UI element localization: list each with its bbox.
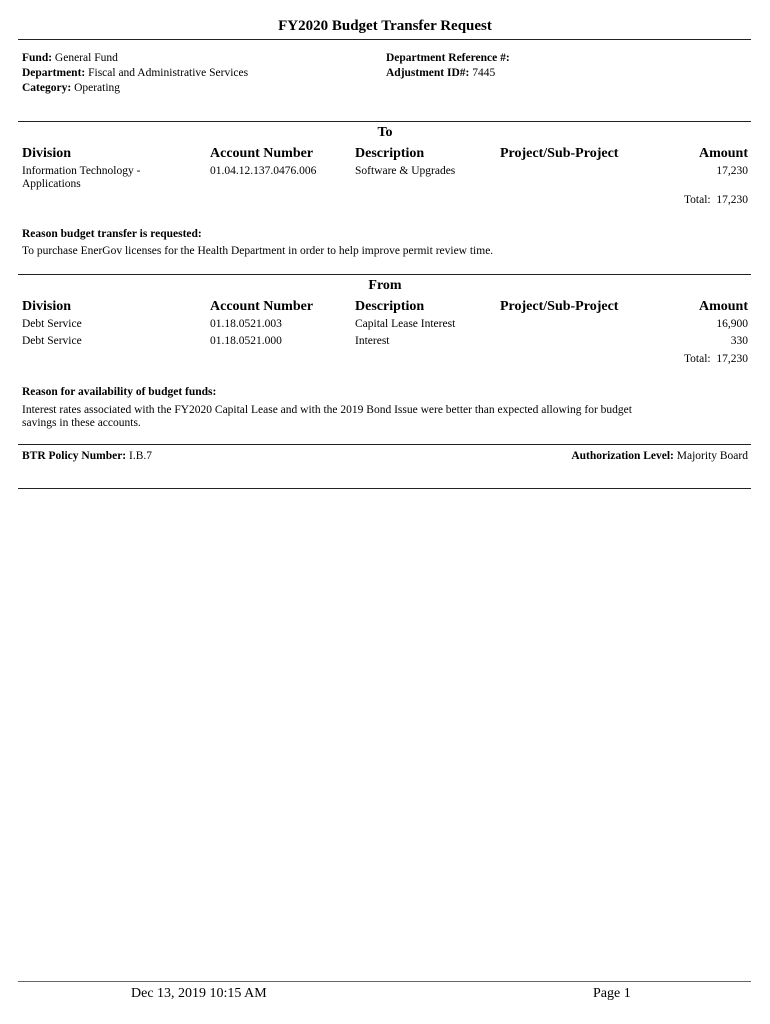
from-row1-description: Capital Lease Interest: [355, 318, 456, 330]
fund-label: Fund:: [22, 52, 53, 64]
from-total-value: 17,230: [716, 353, 748, 365]
from-col-project: Project/Sub-Project: [500, 299, 619, 314]
from-section-title: From: [368, 278, 402, 293]
from-row2-description: Interest: [355, 335, 390, 347]
btr-policy-label: BTR Policy Number:: [22, 450, 127, 462]
to-col-account: Account Number: [210, 146, 314, 161]
authorization-level: [571, 449, 748, 464]
title-divider: [18, 39, 751, 40]
footer-divider: [18, 981, 751, 982]
to-total-value: 17,230: [716, 194, 748, 206]
category-line: [22, 81, 120, 96]
btr-policy: [22, 449, 152, 464]
adjustment-line: [386, 66, 495, 81]
category-value: Operating: [74, 82, 121, 94]
from-reason-line1: Interest rates associated with the FY2020 Capital Lease and with the 2019 Bond Issue were better than expected allowing for budget: [22, 404, 632, 416]
from-row1-division: Debt Service: [22, 318, 82, 330]
to-reason-label: Reason budget transfer is requested:: [22, 228, 202, 240]
to-reason-text: To purchase EnerGov licenses for the Health Department in order to help improve permit review time.: [22, 245, 494, 257]
from-col-description: Description: [355, 299, 425, 314]
department-line: [22, 66, 248, 81]
adjustment-value: 7445: [472, 67, 496, 79]
fund-value: General Fund: [54, 52, 118, 64]
footer-timestamp: Dec 13, 2019 10:15 AM: [131, 986, 267, 1001]
from-row2-division: Debt Service: [22, 335, 82, 347]
from-reason-label: Reason for availability of budget funds:: [22, 386, 217, 398]
category-label: Category:: [22, 82, 72, 94]
to-row-description: Software & Upgrades: [355, 165, 456, 177]
to-row-division: [22, 165, 140, 191]
btr-policy-value: I.B.7: [129, 450, 153, 462]
adjustment-label: Adjustment ID#:: [386, 67, 470, 79]
policy-bottom-divider: [18, 488, 751, 489]
authorization-label: Authorization Level:: [571, 450, 674, 462]
to-row-amount: 17,230: [716, 165, 748, 177]
authorization-value: Majority Board: [676, 450, 748, 462]
to-total: [684, 194, 748, 207]
from-col-division: Division: [22, 299, 72, 314]
to-section-title: To: [377, 125, 393, 140]
dept-ref-line: [386, 51, 510, 66]
to-col-description: Description: [355, 146, 425, 161]
policy-divider: [18, 444, 751, 445]
from-reason-text: [22, 404, 632, 429]
document-title: FY2020 Budget Transfer Request: [278, 18, 492, 34]
from-reason-line2: savings in these accounts.: [22, 416, 141, 429]
to-total-label: Total:: [683, 194, 711, 206]
footer-page-number: Page 1: [593, 986, 631, 1001]
from-row2-amount: 330: [730, 335, 748, 347]
dept-ref-label: Department Reference #:: [386, 52, 510, 64]
to-section-divider: [18, 121, 751, 122]
from-col-amount: Amount: [698, 299, 748, 314]
from-row1-amount: 16,900: [716, 318, 748, 330]
to-col-division: Division: [22, 146, 72, 161]
from-row2-account: 01.18.0521.000: [210, 335, 282, 347]
fund-line: [22, 51, 118, 66]
to-col-amount: Amount: [698, 146, 748, 161]
from-total: [684, 353, 748, 366]
to-row-division-line2: Applications: [22, 178, 81, 190]
to-col-project: Project/Sub-Project: [500, 146, 619, 161]
from-total-label: Total:: [683, 353, 711, 365]
from-col-account: Account Number: [210, 299, 314, 314]
from-section-divider: [18, 274, 751, 275]
from-row1-account: 01.18.0521.003: [210, 318, 282, 330]
to-row-account: 01.04.12.137.0476.006: [210, 165, 317, 177]
department-label: Department:: [22, 67, 86, 79]
to-row-division-line1: Information Technology -: [22, 165, 141, 177]
department-value: Fiscal and Administrative Services: [88, 67, 249, 79]
